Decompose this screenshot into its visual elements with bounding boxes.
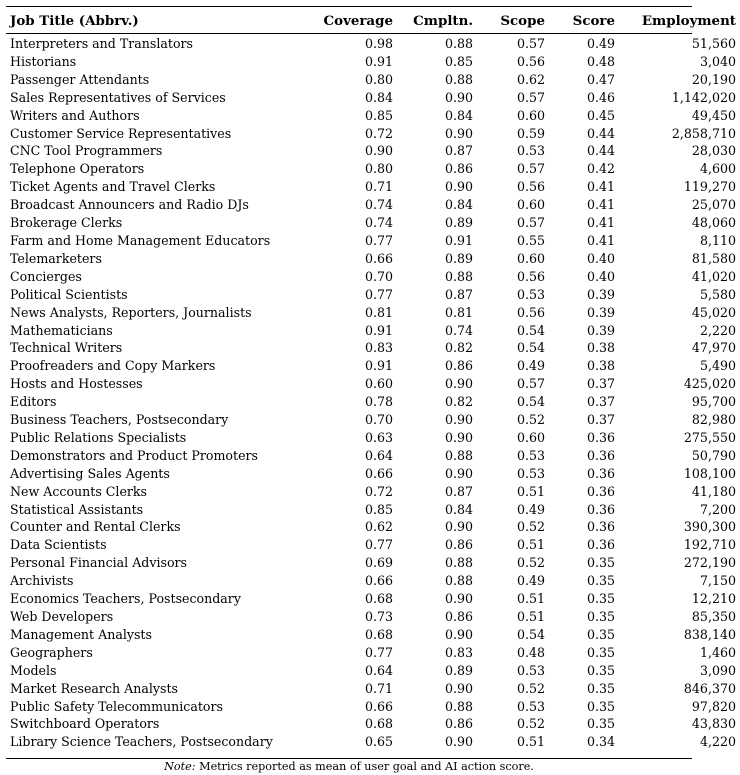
cell-scope: 0.54: [516, 626, 545, 642]
table-row: [6, 715, 740, 733]
table-row: [6, 429, 740, 447]
cell-scope: 0.52: [516, 412, 545, 428]
cell-scope: 0.53: [516, 286, 545, 302]
cell-completion: 0.90: [444, 465, 473, 481]
cell-scope: 0.49: [516, 501, 545, 517]
cell-completion: 0.88: [444, 555, 473, 571]
cell-scope: 0.55: [516, 232, 545, 248]
cell-score: 0.38: [586, 340, 615, 356]
cell-employment: 425,020: [683, 376, 736, 392]
cell-score: 0.44: [586, 125, 615, 141]
cell-job-title: Historians: [10, 53, 77, 69]
cell-completion: 0.74: [444, 322, 473, 338]
table-row: [6, 465, 740, 483]
cell-job-title: Concierges: [10, 268, 82, 284]
cell-coverage: 0.83: [364, 340, 393, 356]
cell-job-title: Counter and Rental Clerks: [10, 519, 181, 535]
cell-completion: 0.84: [444, 501, 473, 517]
cell-score: 0.36: [586, 447, 615, 463]
table-row: [6, 483, 740, 501]
cell-employment: 108,100: [683, 465, 736, 481]
cell-coverage: 0.85: [364, 501, 393, 517]
table-row: [6, 518, 740, 536]
cell-job-title: CNC Tool Programmers: [10, 143, 163, 159]
cell-employment: 1,460: [699, 644, 736, 660]
cell-coverage: 0.74: [364, 197, 393, 213]
table-body: [6, 35, 740, 751]
table-row: [6, 339, 740, 357]
cell-job-title: Sales Representatives of Services: [10, 89, 226, 105]
cell-scope: 0.51: [516, 537, 545, 553]
table-bottom-rule: [6, 758, 692, 759]
header-row: [6, 6, 740, 35]
cell-scope: 0.52: [516, 680, 545, 696]
cell-coverage: 0.77: [364, 232, 393, 248]
cell-completion: 0.82: [444, 394, 473, 410]
cell-employment: 119,270: [683, 179, 736, 195]
cell-scope: 0.51: [516, 609, 545, 624]
cell-coverage: 0.68: [364, 716, 393, 732]
cell-score: 0.46: [586, 89, 615, 105]
cell-score: 0.45: [586, 107, 615, 123]
cell-job-title: Hosts and Hostesses: [10, 376, 143, 392]
table-row: [6, 554, 740, 572]
cell-score: 0.34: [586, 734, 615, 750]
table-header: [6, 6, 740, 35]
cell-employment: 5,580: [699, 286, 736, 302]
cell-coverage: 0.68: [364, 626, 393, 642]
cell-completion: 0.90: [444, 89, 473, 105]
cell-coverage: 0.71: [364, 680, 393, 696]
cell-scope: 0.52: [516, 555, 545, 571]
cell-score: 0.41: [586, 232, 615, 248]
cell-employment: 43,830: [691, 716, 736, 732]
cell-completion: 0.84: [444, 107, 473, 123]
table-row: [6, 35, 740, 53]
cell-coverage: 0.70: [364, 412, 393, 428]
cell-employment: 3,090: [699, 662, 736, 678]
cell-score: 0.36: [586, 465, 615, 481]
cell-job-title: Mathematicians: [10, 322, 113, 338]
cell-scope: 0.54: [516, 394, 545, 410]
cell-coverage: 0.66: [364, 573, 393, 589]
cell-coverage: 0.91: [364, 53, 393, 69]
table-row: [6, 662, 740, 680]
table-row: [6, 608, 740, 626]
table-row: [6, 357, 740, 375]
cell-coverage: 0.77: [364, 537, 393, 553]
cell-coverage: 0.60: [364, 376, 393, 392]
cell-employment: 275,550: [683, 429, 736, 445]
table-row: [6, 160, 740, 178]
table-row: [6, 536, 740, 554]
table-row: [6, 572, 740, 590]
cell-scope: 0.49: [516, 573, 545, 589]
cell-scope: 0.60: [516, 197, 545, 213]
cell-job-title: News Analysts, Reporters, Journalists: [10, 304, 252, 320]
cell-completion: 0.90: [444, 179, 473, 195]
cell-scope: 0.53: [516, 698, 545, 714]
cell-employment: 7,200: [699, 501, 736, 517]
cell-completion: 0.89: [444, 250, 473, 266]
cell-job-title: Proofreaders and Copy Markers: [10, 358, 216, 374]
cell-scope: 0.54: [516, 322, 545, 338]
cell-completion: 0.90: [444, 680, 473, 696]
cell-completion: 0.84: [444, 197, 473, 213]
cell-scope: 0.57: [516, 36, 545, 51]
cell-coverage: 0.91: [364, 358, 393, 374]
cell-coverage: 0.80: [364, 161, 393, 177]
cell-job-title: Telephone Operators: [10, 161, 145, 177]
cell-completion: 0.82: [444, 340, 473, 356]
cell-score: 0.36: [586, 429, 615, 445]
cell-scope: 0.53: [516, 143, 545, 159]
cell-score: 0.35: [586, 716, 615, 732]
table-row: [6, 322, 740, 340]
cell-completion: 0.81: [444, 304, 473, 320]
cell-scope: 0.49: [516, 358, 545, 374]
cell-completion: 0.88: [444, 447, 473, 463]
cell-score: 0.37: [586, 394, 615, 410]
cell-score: 0.47: [586, 71, 615, 87]
cell-coverage: 0.80: [364, 71, 393, 87]
cell-coverage: 0.85: [364, 107, 393, 123]
note-label: Note:: [164, 760, 196, 773]
cell-employment: 48,060: [691, 215, 736, 231]
cell-employment: 50,790: [691, 447, 736, 463]
cell-employment: 97,820: [691, 698, 736, 714]
cell-employment: 2,858,710: [671, 125, 736, 141]
cell-coverage: 0.72: [364, 125, 393, 141]
cell-completion: 0.90: [444, 626, 473, 642]
table-row: [6, 501, 740, 519]
cell-coverage: 0.74: [364, 215, 393, 231]
cell-employment: 4,220: [699, 734, 736, 750]
cell-score: 0.35: [586, 662, 615, 678]
cell-score: 0.35: [586, 680, 615, 696]
cell-completion: 0.90: [444, 412, 473, 428]
table-row: [6, 53, 740, 71]
table-row: [6, 375, 740, 393]
cell-job-title: Personal Financial Advisors: [10, 555, 188, 571]
cell-employment: 47,970: [691, 340, 736, 356]
occupation-metrics-table: [6, 6, 740, 751]
table-row: [6, 232, 740, 250]
cell-completion: 0.87: [444, 143, 473, 159]
cell-coverage: 0.69: [364, 555, 393, 571]
cell-employment: 25,070: [691, 197, 736, 213]
cell-score: 0.36: [586, 537, 615, 553]
cell-completion: 0.90: [444, 376, 473, 392]
cell-completion: 0.87: [444, 483, 473, 499]
table-row: [6, 680, 740, 698]
table-row: [6, 196, 740, 214]
cell-scope: 0.56: [516, 53, 545, 69]
cell-completion: 0.88: [444, 698, 473, 714]
cell-scope: 0.56: [516, 304, 545, 320]
cell-job-title: Public Safety Telecommunicators: [10, 698, 223, 714]
cell-scope: 0.51: [516, 591, 545, 607]
cell-scope: 0.56: [516, 268, 545, 284]
cell-coverage: 0.66: [364, 250, 393, 266]
cell-score: 0.44: [586, 143, 615, 159]
cell-employment: 49,450: [691, 107, 736, 123]
cell-completion: 0.83: [444, 644, 473, 660]
cell-scope: 0.48: [516, 644, 545, 660]
cell-score: 0.36: [586, 501, 615, 517]
cell-coverage: 0.90: [364, 143, 393, 159]
cell-scope: 0.60: [516, 429, 545, 445]
cell-job-title: Interpreters and Translators: [10, 36, 194, 51]
cell-employment: 95,700: [691, 394, 736, 410]
table-row: [6, 214, 740, 232]
cell-scope: 0.62: [516, 71, 545, 87]
cell-scope: 0.60: [516, 250, 545, 266]
cell-completion: 0.90: [444, 591, 473, 607]
cell-completion: 0.90: [444, 125, 473, 141]
cell-employment: 81,580: [691, 250, 736, 266]
cell-completion: 0.87: [444, 286, 473, 302]
cell-employment: 12,210: [691, 591, 736, 607]
cell-coverage: 0.66: [364, 698, 393, 714]
cell-coverage: 0.65: [364, 734, 393, 750]
cell-employment: 7,150: [699, 573, 736, 589]
note-text: Metrics reported as mean of user goal and AI action score.: [199, 760, 534, 773]
cell-coverage: 0.72: [364, 483, 393, 499]
cell-job-title: Demonstrators and Product Promoters: [10, 447, 259, 463]
cell-job-title: New Accounts Clerks: [10, 483, 148, 499]
cell-scope: 0.57: [516, 161, 545, 177]
cell-score: 0.42: [586, 161, 615, 177]
table-row: [6, 447, 740, 465]
cell-employment: 838,140: [683, 626, 736, 642]
cell-scope: 0.53: [516, 662, 545, 678]
table-row: [6, 733, 740, 751]
table-row: [6, 178, 740, 196]
header-coverage: Coverage: [323, 12, 393, 29]
cell-score: 0.41: [586, 179, 615, 195]
table-row: [6, 107, 740, 125]
header-scope: Scope: [500, 12, 545, 29]
cell-score: 0.37: [586, 412, 615, 428]
cell-coverage: 0.62: [364, 519, 393, 535]
cell-completion: 0.88: [444, 36, 473, 51]
table-row: [6, 393, 740, 411]
cell-job-title: Telemarketers: [10, 250, 102, 266]
table-row: [6, 268, 740, 286]
cell-employment: 41,020: [691, 268, 736, 284]
cell-job-title: Models: [10, 662, 57, 678]
cell-scope: 0.57: [516, 89, 545, 105]
cell-job-title: Statistical Assistants: [10, 501, 144, 517]
cell-score: 0.35: [586, 591, 615, 607]
cell-job-title: Archivists: [10, 573, 74, 589]
cell-score: 0.35: [586, 644, 615, 660]
cell-score: 0.39: [586, 322, 615, 338]
cell-employment: 390,300: [683, 519, 736, 535]
cell-job-title: Library Science Teachers, Postsecondary: [10, 734, 273, 750]
cell-score: 0.39: [586, 304, 615, 320]
cell-completion: 0.86: [444, 716, 473, 732]
cell-score: 0.37: [586, 376, 615, 392]
cell-score: 0.48: [586, 53, 615, 69]
cell-scope: 0.56: [516, 179, 545, 195]
table-row: [6, 89, 740, 107]
cell-score: 0.35: [586, 626, 615, 642]
cell-coverage: 0.64: [364, 447, 393, 463]
cell-job-title: Writers and Authors: [10, 107, 140, 123]
cell-job-title: Editors: [10, 394, 57, 410]
header-completion: Cmpltn.: [413, 12, 473, 29]
table-row: [6, 411, 740, 429]
cell-employment: 2,220: [699, 322, 736, 338]
table-row: [6, 71, 740, 89]
cell-scope: 0.52: [516, 519, 545, 535]
cell-employment: 4,600: [699, 161, 736, 177]
cell-employment: 5,490: [699, 358, 736, 374]
cell-job-title: Data Scientists: [10, 537, 107, 553]
cell-employment: 41,180: [691, 483, 736, 499]
cell-completion: 0.88: [444, 573, 473, 589]
cell-job-title: Geographers: [10, 644, 93, 660]
cell-scope: 0.51: [516, 734, 545, 750]
cell-coverage: 0.70: [364, 268, 393, 284]
cell-employment: 846,370: [683, 680, 736, 696]
cell-completion: 0.90: [444, 734, 473, 750]
cell-completion: 0.86: [444, 537, 473, 553]
cell-job-title: Market Research Analysts: [10, 680, 178, 696]
cell-completion: 0.86: [444, 161, 473, 177]
cell-completion: 0.86: [444, 358, 473, 374]
cell-coverage: 0.73: [364, 609, 393, 624]
cell-coverage: 0.64: [364, 662, 393, 678]
cell-score: 0.40: [586, 250, 615, 266]
cell-employment: 51,560: [691, 36, 736, 51]
cell-scope: 0.53: [516, 447, 545, 463]
cell-score: 0.35: [586, 555, 615, 571]
cell-completion: 0.88: [444, 71, 473, 87]
cell-job-title: Passenger Attendants: [10, 71, 150, 87]
header-score: Score: [572, 12, 615, 29]
cell-job-title: Economics Teachers, Postsecondary: [10, 591, 241, 607]
cell-job-title: Technical Writers: [10, 340, 123, 356]
cell-employment: 1,142,020: [671, 89, 736, 105]
cell-coverage: 0.68: [364, 591, 393, 607]
cell-completion: 0.89: [444, 215, 473, 231]
cell-completion: 0.90: [444, 519, 473, 535]
cell-employment: 20,190: [691, 71, 736, 87]
cell-completion: 0.90: [444, 429, 473, 445]
cell-scope: 0.57: [516, 215, 545, 231]
cell-job-title: Management Analysts: [10, 626, 152, 642]
cell-completion: 0.89: [444, 662, 473, 678]
cell-coverage: 0.84: [364, 89, 393, 105]
header-employment: Employment: [641, 12, 736, 29]
cell-score: 0.40: [586, 268, 615, 284]
cell-completion: 0.88: [444, 268, 473, 284]
cell-scope: 0.51: [516, 483, 545, 499]
cell-job-title: Advertising Sales Agents: [10, 465, 170, 481]
cell-scope: 0.53: [516, 465, 545, 481]
cell-scope: 0.59: [516, 125, 545, 141]
cell-score: 0.38: [586, 358, 615, 374]
table-row: [6, 142, 740, 160]
cell-job-title: Farm and Home Management Educators: [10, 232, 271, 248]
header-job-title: Job Title (Abbrv.): [10, 12, 139, 29]
cell-coverage: 0.98: [364, 36, 393, 51]
table-row: [6, 644, 740, 662]
cell-job-title: Brokerage Clerks: [10, 215, 123, 231]
cell-scope: 0.54: [516, 340, 545, 356]
cell-job-title: Business Teachers, Postsecondary: [10, 412, 229, 428]
cell-score: 0.36: [586, 519, 615, 535]
cell-score: 0.35: [586, 698, 615, 714]
cell-score: 0.35: [586, 573, 615, 589]
table-row: [6, 698, 740, 716]
cell-completion: 0.86: [444, 609, 473, 624]
cell-employment: 272,190: [683, 555, 736, 571]
cell-score: 0.36: [586, 483, 615, 499]
cell-coverage: 0.78: [364, 394, 393, 410]
cell-job-title: Broadcast Announcers and Radio DJs: [10, 197, 249, 213]
cell-employment: 45,020: [691, 304, 736, 320]
cell-coverage: 0.77: [364, 286, 393, 302]
cell-job-title: Customer Service Representatives: [10, 125, 232, 141]
cell-coverage: 0.91: [364, 322, 393, 338]
cell-employment: 3,040: [699, 53, 736, 69]
cell-coverage: 0.81: [364, 304, 393, 320]
cell-completion: 0.85: [444, 53, 473, 69]
cell-job-title: Political Scientists: [10, 286, 128, 302]
cell-job-title: Ticket Agents and Travel Clerks: [10, 179, 216, 195]
cell-coverage: 0.66: [364, 465, 393, 481]
cell-score: 0.41: [586, 215, 615, 231]
cell-job-title: Web Developers: [10, 609, 114, 624]
table-row: [6, 125, 740, 143]
table-row: [6, 250, 740, 268]
cell-coverage: 0.71: [364, 179, 393, 195]
cell-employment: 28,030: [691, 143, 736, 159]
table-row: [6, 590, 740, 608]
table-row: [6, 626, 740, 644]
cell-coverage: 0.63: [364, 429, 393, 445]
cell-employment: 85,350: [691, 609, 736, 624]
cell-completion: 0.91: [444, 232, 473, 248]
table-note: [0, 760, 698, 774]
cell-job-title: Public Relations Specialists: [10, 429, 187, 445]
cell-coverage: 0.77: [364, 644, 393, 660]
table-row: [6, 286, 740, 304]
cell-scope: 0.57: [516, 376, 545, 392]
cell-job-title: Switchboard Operators: [10, 716, 160, 732]
cell-scope: 0.52: [516, 716, 545, 732]
cell-employment: 82,980: [691, 412, 736, 428]
cell-employment: 8,110: [699, 232, 736, 248]
cell-employment: 192,710: [683, 537, 736, 553]
table-row: [6, 304, 740, 322]
cell-score: 0.49: [586, 36, 615, 51]
cell-scope: 0.60: [516, 107, 545, 123]
cell-score: 0.39: [586, 286, 615, 302]
cell-score: 0.35: [586, 609, 615, 624]
cell-score: 0.41: [586, 197, 615, 213]
